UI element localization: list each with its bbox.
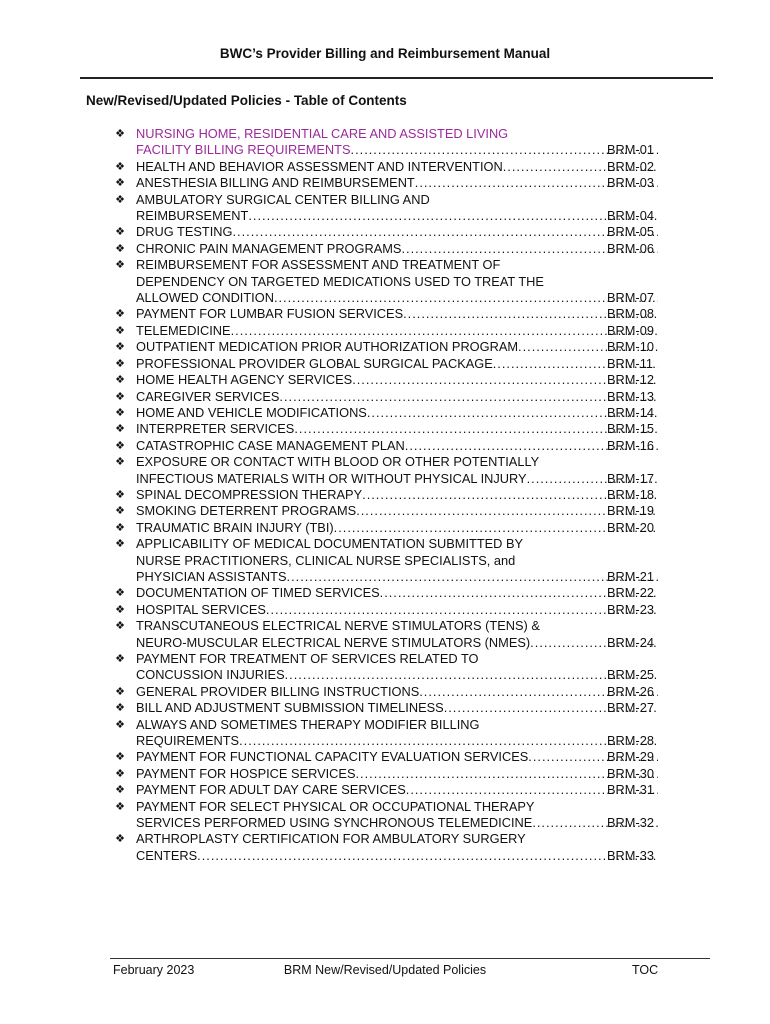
toc-entry-line [112,503,672,519]
toc-entry-line [112,667,672,683]
toc-entry-title: TRAUMATIC BRAIN INJURY (TBI) [136,519,334,535]
toc-entry-line [112,454,672,470]
toc-entry-line [112,389,672,405]
manual-title: BWC’s Provider Billing and Reimbursement Manual [219,46,551,61]
diamond-bullet-icon: ❖ [115,767,125,780]
toc-entry-line [112,175,672,191]
toc-entry-title: ALWAYS AND SOMETIMES THERAPY MODIFIER BILLING [136,716,480,732]
diamond-bullet-icon: ❖ [115,587,125,600]
toc-entry-line [112,569,672,585]
toc-entry-line [112,126,672,142]
toc-page-ref[interactable]: BRM-02 [607,158,654,174]
diamond-bullet-icon: ❖ [115,685,125,698]
toc-page-ref[interactable]: BRM-13 [607,388,654,404]
toc-entry-title: ALLOWED CONDITION [136,290,274,306]
toc-entry[interactable] [112,339,672,355]
toc-entry-title: BILL AND ADJUSTMENT SUBMISSION TIMELINESS [136,700,444,716]
toc-entry[interactable] [112,487,672,503]
toc-entry-line [112,323,672,339]
toc-entry-line [112,487,672,503]
toc-entry-title: PAYMENT FOR SELECT PHYSICAL OR OCCUPATIONAL THERAPY [136,798,535,814]
toc-entry-title: OUTPATIENT MEDICATION PRIOR AUTHORIZATION PROGRAM [136,339,519,355]
diamond-bullet-icon: ❖ [115,538,125,551]
toc-entry-title: PAYMENT FOR TREATMENT OF SERVICES RELATED TO [136,651,479,666]
toc-entry[interactable] [112,799,672,832]
diamond-bullet-icon: ❖ [115,324,125,337]
toc-page-ref[interactable]: BRM-22 [607,585,654,601]
header-rule [80,77,713,79]
diamond-bullet-icon: ❖ [115,620,125,633]
diamond-bullet-icon: ❖ [115,718,125,731]
footer-rule [110,958,710,959]
toc-entry-line [112,782,672,798]
toc-entry-title: SERVICES PERFORMED USING SYNCHRONOUS TELEMEDICINE [136,815,533,831]
toc-page-ref[interactable]: BRM-28 [607,733,654,749]
diamond-bullet-icon: ❖ [115,193,125,206]
dot-leader [197,848,658,864]
toc-page-ref[interactable]: BRM-11 [607,355,653,371]
toc-page-ref[interactable]: BRM-20 [607,519,654,535]
dot-leader [294,421,658,437]
diamond-bullet-icon: ❖ [115,800,125,813]
toc-page-ref[interactable]: BRM-04 [607,208,654,224]
toc-entry-line [112,438,672,454]
toc-entry-title: CATASTROPHIC CASE MANAGEMENT PLAN [136,437,405,453]
toc-entry-title: REIMBURSEMENT [136,208,249,224]
diamond-bullet-icon: ❖ [115,242,125,255]
toc-page-ref[interactable]: BRM-18 [607,486,654,502]
dot-leader [287,569,658,585]
toc-entry[interactable] [112,585,672,601]
toc-entry[interactable] [112,831,672,864]
toc-entry-title: HEALTH AND BEHAVIOR ASSESSMENT AND INTERVENTION [136,158,503,174]
toc-entry-title: AMBULATORY SURGICAL CENTER BILLING AND [136,191,430,207]
toc-entry-title: PAYMENT FOR ADULT DAY CARE SERVICES [136,782,406,798]
toc-entry-title: PROFESSIONAL PROVIDER GLOBAL SURGICAL PACKAGE [136,355,493,371]
toc-entry-line [112,585,672,601]
toc-page-ref[interactable]: BRM-27 [607,700,654,716]
diamond-bullet-icon: ❖ [115,259,125,272]
toc-entry[interactable] [112,749,672,765]
toc-entry-title: HOSPITAL SERVICES [136,601,266,617]
footer-date: February 2023 [113,963,195,977]
toc-entry[interactable] [112,224,672,240]
toc-entry-line [112,159,672,175]
toc-entry-line [112,142,672,158]
toc-entry[interactable] [112,192,672,225]
toc-entry-line [112,749,672,765]
dot-leader [231,323,658,339]
toc-entry-title: REIMBURSEMENT FOR ASSESSMENT AND TREATMENT OF [136,257,501,273]
diamond-bullet-icon: ❖ [115,784,125,797]
dot-leader [248,208,658,224]
toc-entry-title: DOCUMENTATION OF TIMED SERVICES [136,585,380,601]
toc-entry[interactable] [112,684,672,700]
toc-entry-title: APPLICABILITY OF MEDICAL DOCUMENTATION SUBMITTED BY [136,536,524,552]
diamond-bullet-icon: ❖ [115,423,125,436]
toc-entry-line [112,831,672,847]
toc-entry-title: CAREGIVER SERVICES [136,388,280,404]
toc-page-ref[interactable]: BRM-30 [607,765,654,781]
toc-entry[interactable] [112,782,672,798]
diamond-bullet-icon: ❖ [115,177,125,190]
footer-section: BRM New/Revised/Updated Policies [283,963,487,977]
toc-page-ref[interactable]: BRM-17 [607,470,654,486]
diamond-bullet-icon: ❖ [115,488,125,501]
toc-page-ref[interactable]: BRM-08 [607,306,654,322]
toc-page-ref[interactable]: BRM-09 [607,322,654,338]
toc-page-ref[interactable]: BRM-16 [607,437,654,453]
toc-page-ref[interactable]: BRM-12 [607,372,654,388]
toc-entry[interactable] [112,306,672,322]
toc-entry-title: HOME AND VEHICLE MODIFICATIONS [136,404,367,420]
toc-entry-title: DEPENDENCY ON TARGETED MEDICATIONS USED TO TREAT THE [136,273,544,289]
toc-entry-line [112,224,672,240]
toc-entry-title: CONCUSSION INJURIES [136,667,285,683]
toc-entry-title: PAYMENT FOR FUNCTIONAL CAPACITY EVALUATION SERVICES [136,749,529,765]
toc-page-ref[interactable]: BRM-24 [607,634,654,650]
diamond-bullet-icon: ❖ [115,341,125,354]
toc-entry[interactable] [112,159,672,175]
toc-entry[interactable] [112,323,672,339]
toc-entry-line [112,717,672,733]
toc-entry[interactable] [112,651,672,684]
diamond-bullet-icon: ❖ [115,521,125,534]
toc-entry-line [112,602,672,618]
toc-entry[interactable] [112,536,672,585]
toc-entry[interactable] [112,602,672,618]
diamond-bullet-icon: ❖ [115,160,125,173]
toc-entry-title: CHRONIC PAIN MANAGEMENT PROGRAMS [136,240,402,256]
toc-entry[interactable] [112,421,672,437]
toc-entry-line [112,848,672,864]
toc-entry-line [112,651,672,667]
toc-entry-title: PAYMENT FOR HOSPICE SERVICES [136,765,356,781]
toc-page-ref[interactable]: BRM-31 [607,782,654,798]
toc-entry-line [112,635,672,651]
toc-entry-title: ARTHROPLASTY CERTIFICATION FOR AMBULATORY SURGERY [136,831,526,847]
diamond-bullet-icon: ❖ [115,390,125,403]
diamond-bullet-icon: ❖ [115,702,125,715]
toc-entry-title: CENTERS [136,847,198,863]
toc-entry-line [112,306,672,322]
diamond-bullet-icon: ❖ [115,406,125,419]
toc-page-ref[interactable]: BRM-14 [607,404,654,420]
toc-entry[interactable] [112,618,672,651]
toc-entry-title: NURSE PRACTITIONERS, CLINICAL NURSE SPECIALISTS, and [136,552,516,568]
table-of-contents [112,126,672,864]
diamond-bullet-icon: ❖ [115,308,125,321]
toc-entry-title: HOME HEALTH AGENCY SERVICES [136,372,353,388]
toc-entry-title: DRUG TESTING [136,224,233,240]
toc-entry-line [112,766,672,782]
dot-leader [279,389,658,405]
toc-entry[interactable] [112,126,672,159]
toc-entry-title: NURSING HOME, RESIDENTIAL CARE AND ASSISTED LIVING [136,126,509,141]
toc-entry-line [112,405,672,421]
toc-entry-line [112,372,672,388]
diamond-bullet-icon: ❖ [115,357,125,370]
toc-page-ref[interactable]: BRM-01 [607,142,654,158]
toc-entry-line [112,290,672,306]
toc-entry-line [112,471,672,487]
toc-entry-line [112,257,672,273]
diamond-bullet-icon: ❖ [115,226,125,239]
toc-page-ref[interactable]: BRM-06 [607,240,654,256]
toc-entry-title: EXPOSURE OR CONTACT WITH BLOOD OR OTHER POTENTIALLY [136,454,540,470]
toc-entry-line [112,421,672,437]
toc-page-ref[interactable]: BRM-19 [607,503,654,519]
dot-leader [285,667,658,683]
toc-entry[interactable] [112,700,672,716]
toc-entry[interactable] [112,175,672,191]
toc-page-ref[interactable]: BRM-15 [607,421,654,437]
diamond-bullet-icon: ❖ [115,603,125,616]
diamond-bullet-icon: ❖ [115,374,125,387]
toc-entry-title: INFECTIOUS MATERIALS WITH OR WITHOUT PHYSICAL INJURY [136,470,527,486]
toc-entry[interactable] [112,454,672,487]
toc-page-ref[interactable]: BRM-10 [607,339,654,355]
footer-page: TOC [632,963,659,977]
dot-leader [232,224,658,240]
toc-page-ref[interactable]: BRM-32 [607,815,654,831]
toc-entry[interactable] [112,438,672,454]
toc-entry[interactable] [112,372,672,388]
dot-leader [266,602,658,618]
toc-page-ref[interactable]: BRM-25 [607,667,654,683]
toc-entry-line [112,356,672,372]
toc-entry-title: PAYMENT FOR LUMBAR FUSION SERVICES [136,306,404,322]
toc-entry-title: REQUIREMENTS [136,733,240,749]
diamond-bullet-icon: ❖ [115,751,125,764]
dot-leader [274,290,658,306]
toc-page-ref[interactable]: BRM-26 [607,683,654,699]
diamond-bullet-icon: ❖ [115,439,125,452]
toc-entry[interactable] [112,257,672,306]
toc-entry[interactable] [112,389,672,405]
toc-entry-title: INTERPRETER SERVICES [136,421,295,437]
toc-entry-line [112,208,672,224]
toc-entry-line [112,241,672,257]
toc-page-ref[interactable]: BRM-05 [607,224,654,240]
diamond-bullet-icon: ❖ [115,456,125,469]
toc-entry-line [112,520,672,536]
toc-page-ref[interactable]: BRM-07 [607,290,654,306]
toc-heading: New/Revised/Updated Policies - Table of Contents [86,93,407,108]
toc-entry-title: SMOKING DETERRENT PROGRAMS [136,503,357,519]
diamond-bullet-icon: ❖ [115,505,125,518]
toc-entry-line [112,536,672,552]
toc-entry[interactable] [112,241,672,257]
toc-entry-line [112,815,672,831]
toc-entry-line [112,684,672,700]
toc-entry-title: PHYSICIAN ASSISTANTS [136,568,287,584]
diamond-bullet-icon: ❖ [115,653,125,665]
toc-entry-title: SPINAL DECOMPRESSION THERAPY [136,486,363,502]
toc-entry[interactable] [112,520,672,536]
toc-entry-title: TELEMEDICINE [136,322,231,338]
toc-entry-title: TRANSCUTANEOUS ELECTRICAL NERVE STIMULATORS (TENS) & [136,618,540,634]
toc-entry[interactable] [112,717,672,750]
toc-page-ref[interactable]: BRM-03 [607,175,654,191]
toc-entry-line [112,700,672,716]
toc-entry-title: GENERAL PROVIDER BILLING INSTRUCTIONS [136,683,420,699]
toc-entry[interactable] [112,503,672,519]
toc-entry-line [112,553,672,569]
toc-page-ref[interactable]: BRM-21 [607,568,654,584]
toc-entry-title: ANESTHESIA BILLING AND REIMBURSEMENT [136,175,415,191]
diamond-bullet-icon: ❖ [115,128,125,140]
dot-leader [239,733,658,749]
diamond-bullet-icon: ❖ [115,833,125,846]
toc-entry[interactable] [112,766,672,782]
toc-entry-line [112,618,672,634]
toc-entry[interactable] [112,356,672,372]
toc-page-ref[interactable]: BRM-33 [607,847,654,863]
toc-entry-line [112,733,672,749]
toc-entry[interactable] [112,405,672,421]
toc-page-ref[interactable]: BRM-29 [607,749,654,765]
toc-entry-line [112,274,672,290]
toc-page-ref[interactable]: BRM-23 [607,601,654,617]
toc-entry-line [112,799,672,815]
toc-entry-title: NEURO-MUSCULAR ELECTRICAL NERVE STIMULATORS (NMES) [136,634,531,650]
toc-entry-title: FACILITY BILLING REQUIREMENTS [136,142,351,158]
toc-entry-line [112,339,672,355]
toc-entry-line [112,192,672,208]
